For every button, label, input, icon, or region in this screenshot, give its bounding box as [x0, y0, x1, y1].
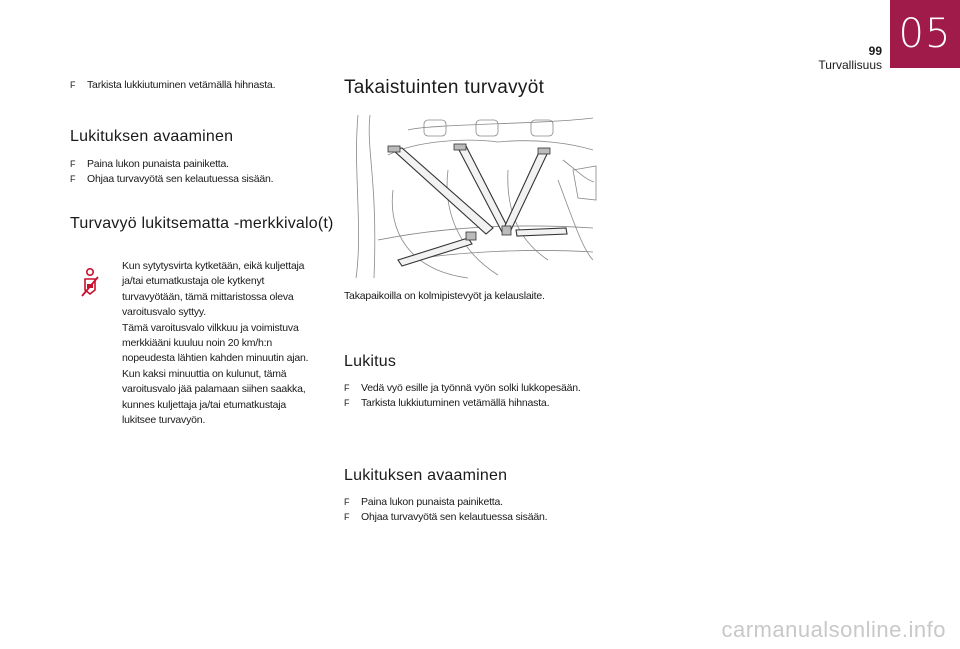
unlock-heading-right: Lukituksen avaaminen [344, 467, 508, 484]
list-item: F Paina lukon punaista painiketta. [344, 496, 503, 508]
lock-bullets [344, 381, 581, 411]
rear-seatbelts-title: Takaistuinten turvavyöt [344, 77, 545, 98]
top-bullets [70, 78, 275, 93]
bullet-marker: F [70, 80, 76, 90]
unlock-heading-left: Lukituksen avaaminen [70, 128, 234, 145]
list-item: F Ohjaa turvavyötä sen kelautuessa sisään. [70, 173, 274, 185]
unlock-bullets-left [70, 157, 273, 187]
seatbelt-warning-icon [78, 268, 102, 298]
list-item: F Ohjaa turvavyötä sen kelautuessa sisään. [344, 511, 548, 523]
section-name: Turvallisuus [818, 58, 882, 72]
warning-heading: Turvavyö lukitsematta -merkkivalo(t) [70, 215, 334, 232]
warning-text: Kun sytytysvirta kytketään, eikä kuljettaja ja/tai etumatkustaja ole kytkenyt turvavyötään, tämä mittaristossa oleva varoitusvalo syttyy. Tämä varoitusvalo vilkkuu ja voimistuva merkkiääni kuuluu noin 20 km/h:n nopeudesta lähtien kahden minuutin ajan. Kun kaksi minuuttia on kulunut, tämä varoitusvalo jää palamaan siihen saakka, kunnes kuljettaja ja/tai etumatkustaja lukitsee turvavyön. [122, 260, 309, 427]
list-item: F Paina lukon punaista painiketta. [70, 158, 229, 170]
chapter-tab: 05 [890, 0, 960, 68]
list-item: F Tarkista lukkiutuminen vetämällä hihnasta. [70, 79, 276, 91]
lock-heading: Lukitus [344, 353, 397, 370]
unlock-bullets-right [344, 495, 547, 525]
rear-seatbelts-illustration [348, 110, 600, 282]
list-item: F Vedä vyö esille ja työnnä vyön solki lukkopesään. [344, 382, 581, 394]
list-item: F Tarkista lukkiutuminen vetämällä hihnasta. [344, 397, 550, 409]
illustration-caption: Takapaikoilla on kolmipistevyöt ja kelauslaite. [344, 290, 545, 302]
page-number: 99 [868, 44, 882, 58]
watermark: carmanualsonline.info [721, 617, 946, 642]
